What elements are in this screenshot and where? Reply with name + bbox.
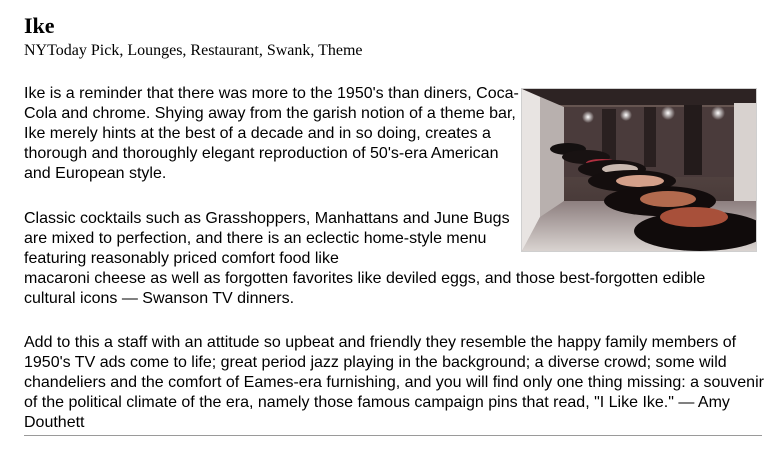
lounge-interior-image: [522, 89, 756, 251]
bottom-divider: [24, 435, 762, 436]
venue-tags: NYToday Pick, Lounges, Restaurant, Swank, Theme: [24, 42, 363, 59]
review-paragraph-2-wrapped: Classic cocktails such as Grasshoppers, Manhattans and June Bugs are mixed to perfection, and there is an eclectic home-style menu featuring reasonably priced comfort food like: [24, 210, 510, 267]
venue-title: Ike: [24, 13, 55, 38]
review-paragraph-2-full-width: macaroni cheese as well as forgotten favorites like deviled eggs, and those best-forgotten edible cultural icons — Swanson TV dinners.: [24, 270, 706, 307]
review-paragraph-3: Add to this a staff with an attitude so upbeat and friendly they resemble the happy family members of 1950's TV ads come to life; great period jazz playing in the background; a diverse crowd; some wild chandeliers and the comfort of Eames-era furnishing, and you will find only one thing missing: a souvenir of the political climate of the era, namely those famous campaign pins that read, "I Like Ike." — Amy Douthett: [24, 334, 764, 431]
review-paragraph-1: Ike is a reminder that there was more to the 1950's than diners, Coca-Cola and chrome. Shying away from the garish notion of a theme bar, Ike merely hints at the best of a decade and in so doing, creates a thorough and thoroughly elegant reproduction of 50's-era American and European style.: [24, 85, 519, 182]
lounge-photo: [521, 88, 757, 252]
